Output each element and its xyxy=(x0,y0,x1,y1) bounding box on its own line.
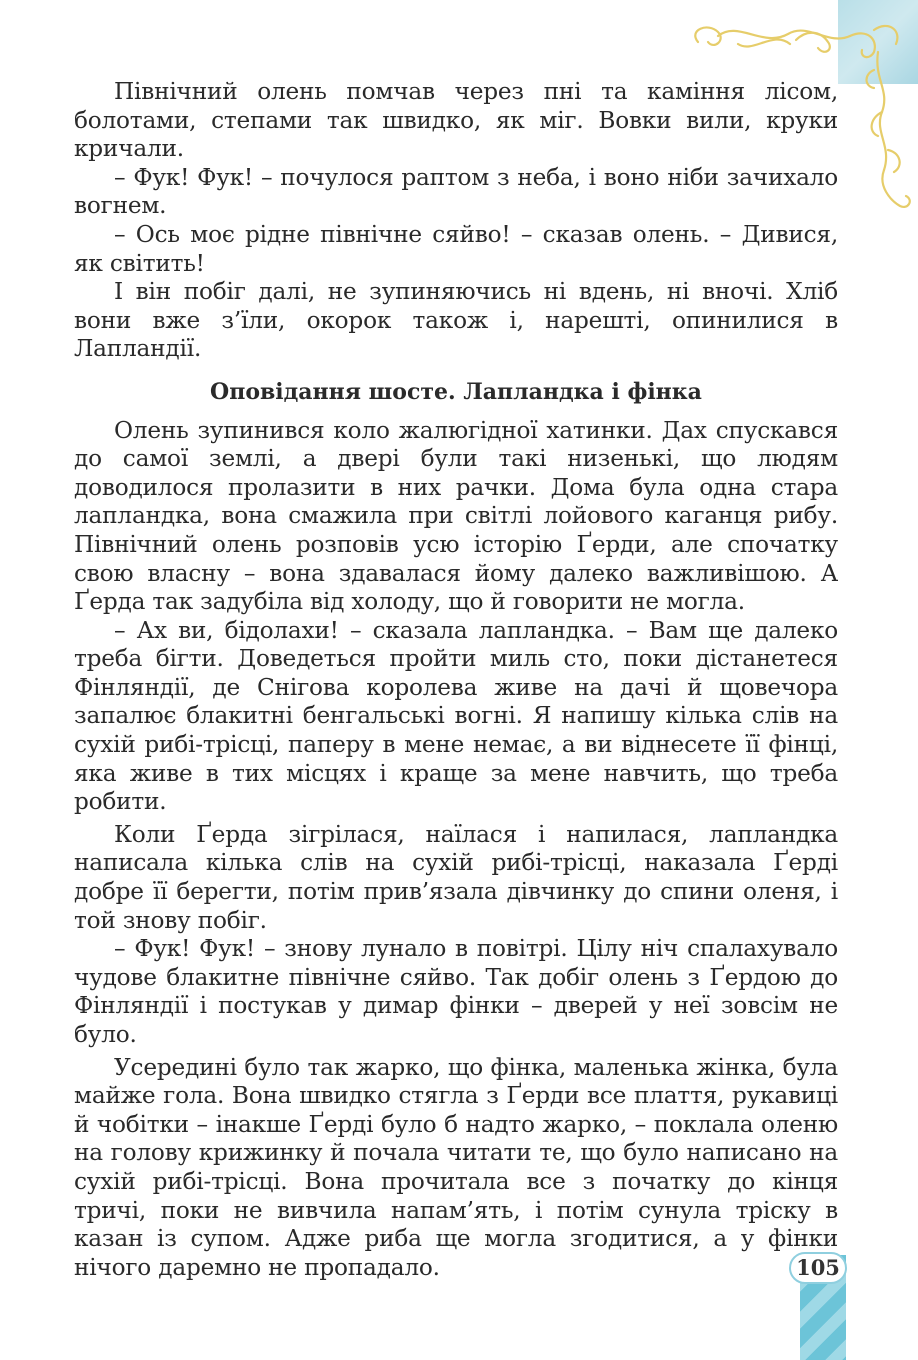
paragraph: Північний олень помчав через пні та каміння лісом, болотами, степами так швидко, як міг. Вовки вили, круки кричали. xyxy=(74,78,838,163)
paragraph: І він побіг далі, не зупиняючись ні вдень, ні вночі. Хліб вони вже з’їли, окорок також і, нарешті, опинилися в Лапландії. xyxy=(74,278,838,363)
paragraph: Олень зупинився коло жалюгідної хатинки. Дах спускався до самої землі, а двері були такі низенькі, що людям доводилося пролазити в них рачки. Дома була одна стара лапландка, вона смажила при світлі лойового каганця рибу. Північний олень розповів усю історію Ґерди, але спочатку свою власну – вона здавалася йому далеко важливішою. А Ґерда так задубіла від холоду, що й говорити не могла. xyxy=(74,416,838,616)
paragraph: – Фук! Фук! – знову лунало в повітрі. Цілу ніч спалахувало чудове блакитне північне сяйво. Так добіг олень з Ґердою до Фінляндії і постукав у димар фінки – дверей у неї зовсім не було. xyxy=(74,935,838,1048)
paragraph: – Ось моє рідне північне сяйво! – сказав олень. – Дивися, як світить! xyxy=(74,220,838,277)
paragraph: – Фук! Фук! – почулося раптом з неба, і воно ніби зачихало вогнем. xyxy=(74,163,838,220)
section-heading: Оповідання шосте. Лапландка і фінка xyxy=(210,378,702,405)
paragraph: – Ах ви, бідолахи! – сказала лапландка. – Вам ще далеко треба бігти. Доведеться пройти миль сто, поки дістанетеся Фінляндії, де Снігова королева живе на дачі й щовечора запалює блакитні бенгальські вогні. Я напишу кілька слів на сухій рибі-трісці, паперу в мене немає, а ви віднесете її фінці, яка живе в тих місцях і краще за мене навчить, що треба робити. xyxy=(74,616,838,816)
page-body xyxy=(74,78,838,1282)
paragraph: Коли Ґерда зігрілася, наїлася і напилася, лапландка написала кілька слів на сухій рибі-трісці, наказала Ґерді добре її берегти, потім прив’язала дівчинку до спини оленя, і той знову побіг. xyxy=(74,820,838,934)
paragraph: Усередині було так жарко, що фінка, маленька жінка, була майже гола. Вона швидко стягла з Ґерди все плаття, рукавиці й чобітки – інакше Ґерді було б надто жарко, – поклала оленю на голову крижинку й почала читати те, що було написано на сухій рибі-трісці. Вона прочитала все з початку до кінця тричі, поки не вивчила напам’ять, і потім сунула тріску в казан із супом. Адже риба ще могла згодитися, а у фінки нічого даремно не пропадало. xyxy=(74,1053,838,1281)
page-number: 105 xyxy=(789,1252,847,1284)
